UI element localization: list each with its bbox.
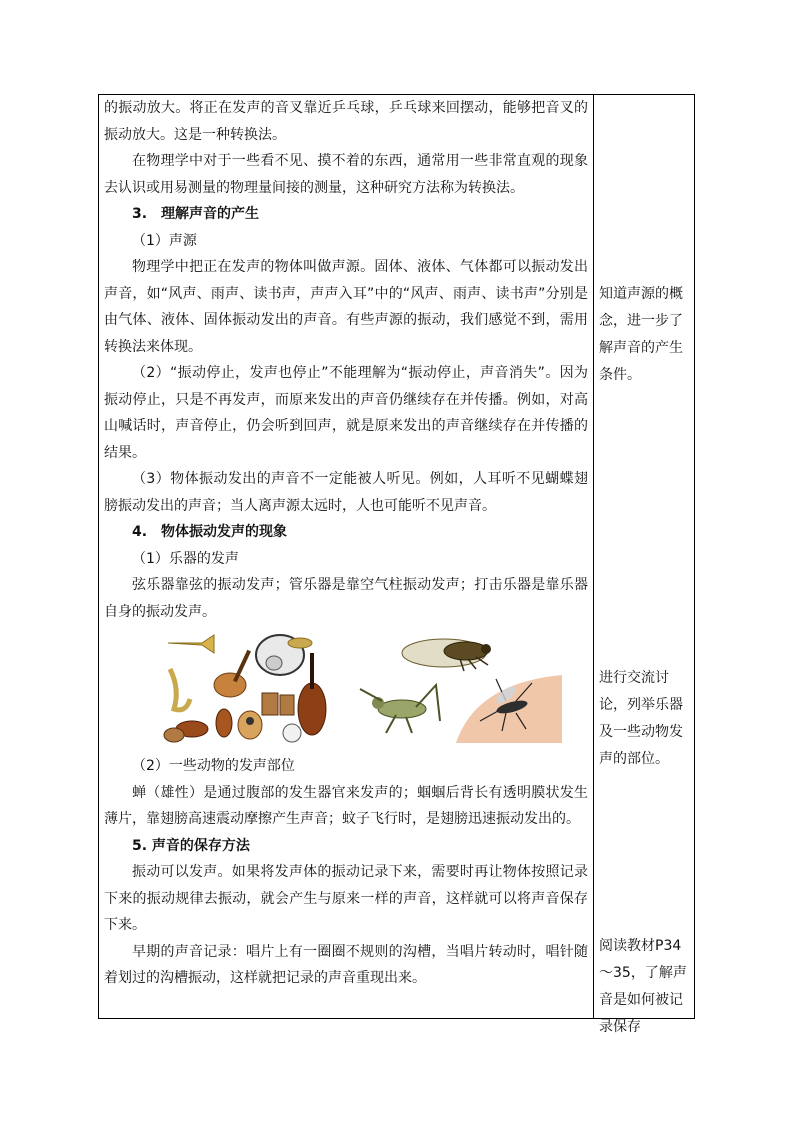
column-divider: [593, 95, 594, 1018]
illustration-row: [104, 629, 588, 747]
subheading: （1）乐器的发声: [132, 550, 239, 567]
paragraph: 蝉（雄性）是通过腹部的发生器官来发声的；蝈蝈后背长有透明膜状发生薄片，靠翅膀高速震动摩擦产生声音；蚊子飞行时，是翅膀迅速振动发出的。: [104, 784, 588, 827]
paragraph: （3）物体振动发出的声音不一定能被人听见。例如，人耳听不见蝴蝶翅膀振动发出的声音；当人离声源太远时，人也可能听不见声音。: [104, 471, 588, 514]
side-note-text: 知道声源的概念，进一步了解声音的产生条件。: [599, 286, 683, 383]
paragraph: 的振动放大。将正在发声的音叉靠近乒乓球，乒乓球来回摆动，能够把音叉的振动放大。这是一种转换法。: [104, 100, 588, 143]
musical-instruments-icon: [162, 629, 334, 743]
side-note-1: [599, 281, 691, 389]
subheading: （2）一些动物的发声部位: [132, 758, 295, 774]
side-note-2: [599, 665, 691, 773]
lesson-table: [98, 94, 695, 1035]
section-heading: 3. 理解声音的产生: [132, 206, 260, 222]
paragraph: 早期的声音记录：唱片上有一圈圈不规则的沟槽，当唱片转动时，唱针随着划过的沟槽振动，这样就把记录的声音重现出来。: [104, 943, 588, 986]
paragraph: （2）“振动停止，发声也停止”不能理解为“振动停止，声音消失”。因为振动停止，只是不再发声，而原来发出的声音仍继续存在并传播。例如，对高山喊话时，声音停止，仍会听到回声，就是原来发出的声音继续存在并传播的结果。: [104, 365, 588, 461]
side-note-text: 阅读教材P34～35，了解声音是如何被记录保存: [599, 938, 687, 1035]
subheading: （1）声源: [132, 232, 197, 249]
paragraph: 物理学中把正在发声的物体叫做声源。固体、液体、气体都可以振动发出声音，如“风声、雨声、读书声，声声入耳”中的“风声、雨声、读书声”分别是由气体、液体、固体振动发出的声音。有些声源的振动，我们感觉不到，需用转换法来体现。: [104, 259, 588, 355]
paragraph: 在物理学中对于一些看不见、摸不着的东西，通常用一些非常直观的现象去认识或用易测量的物理量间接的测量，这种研究方法称为转换法。: [104, 153, 588, 196]
side-note-3: [599, 933, 691, 1041]
section-heading: 4. 物体振动发声的现象: [132, 524, 288, 540]
side-note-text: 进行交流讨论，列举乐器及一些动物发声的部位。: [599, 670, 683, 767]
main-column: [104, 95, 588, 992]
paragraph: 弦乐器靠弦的振动发声；管乐器是靠空气柱振动发声；打击乐器是靠乐器自身的振动发声。: [104, 577, 588, 620]
paragraph: 振动可以发声。如果将发声体的振动记录下来，需要时再让物体按照记录下来的振动规律去振动，就会产生与原来一样的声音，这样就可以将声音保存下来。: [104, 864, 588, 933]
insects-icon: [356, 629, 562, 743]
section-heading: 5. 声音的保存方法: [132, 837, 250, 854]
